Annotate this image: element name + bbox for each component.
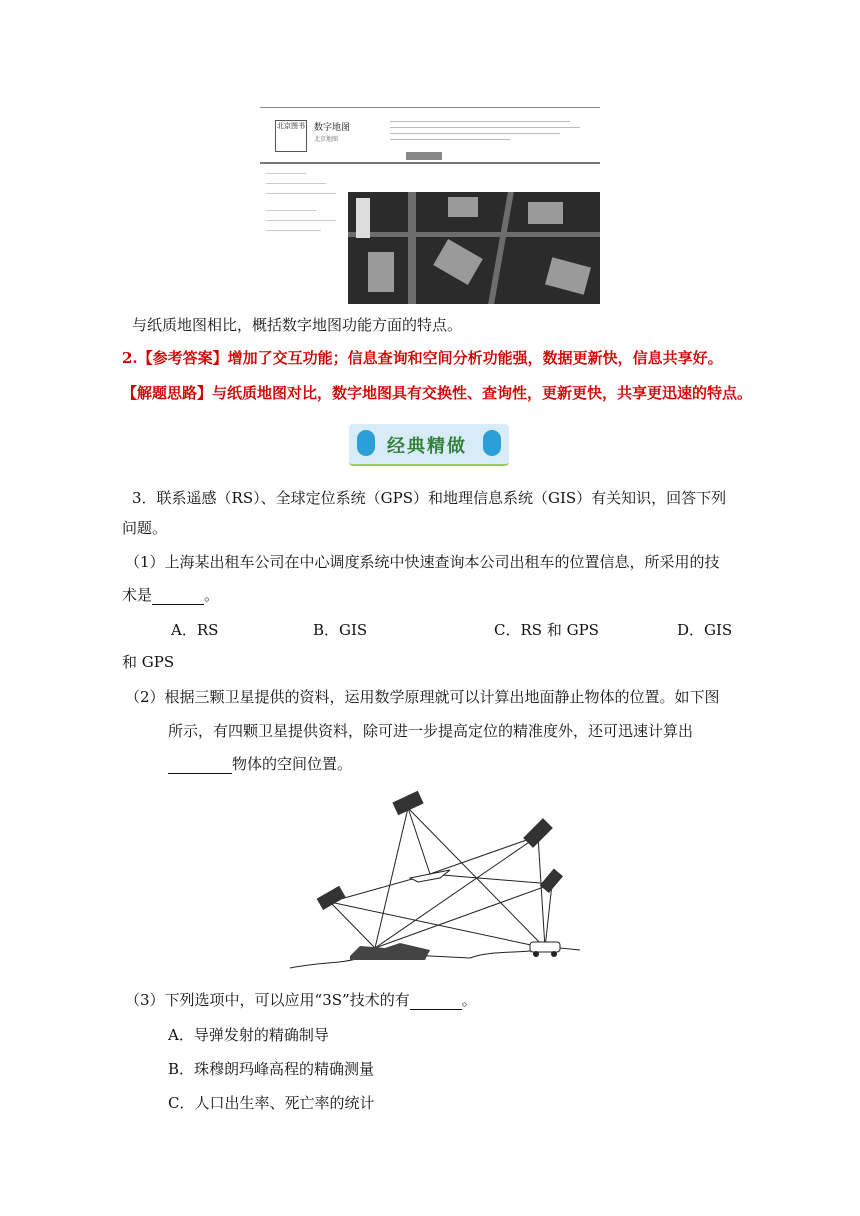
q3-part1-end: 。 bbox=[204, 586, 220, 604]
section-banner bbox=[349, 424, 509, 466]
answer-blank bbox=[168, 757, 232, 774]
q3-stem-line1: 3．联系遥感（RS）、全球定位系统（GPS）和地理信息系统（GIS）有关知识，回答下列 bbox=[132, 489, 727, 507]
ship-icon bbox=[350, 943, 430, 960]
q3-part1-line1: （1）上海某出租车公司在中心调度系统中快速查询本公司出租车的位置信息，所采用的技 bbox=[125, 553, 720, 571]
q3-part3-end: 。 bbox=[461, 991, 477, 1009]
q3-part3-option-a: A．导弹发射的精确制导 bbox=[168, 1026, 329, 1044]
aerial-image bbox=[348, 192, 600, 304]
map-sidebar bbox=[260, 164, 348, 304]
site-name: 数字地图 bbox=[314, 123, 351, 133]
airplane-icon bbox=[410, 870, 450, 882]
nav-links bbox=[390, 116, 590, 145]
q3-part3-text: （3）下列选项中，可以应用“3S”技术的有 bbox=[125, 991, 410, 1009]
answer-blank bbox=[410, 993, 462, 1010]
fish-icon bbox=[357, 430, 375, 456]
satellite-icon bbox=[317, 886, 346, 910]
q3-part2-end: 物体的空间位置。 bbox=[232, 755, 353, 773]
digital-map-screenshot bbox=[260, 107, 600, 304]
q3-part3-option-b: B．珠穆朗玛峰高程的精确测量 bbox=[168, 1060, 375, 1078]
zoom-control bbox=[356, 198, 370, 238]
gps-satellite-diagram bbox=[290, 778, 580, 976]
car-icon bbox=[530, 942, 560, 957]
q3-part3-option-c: C．人口出生率、死亡率的统计 bbox=[168, 1094, 375, 1112]
satellite-icon bbox=[392, 791, 423, 816]
q3-part2-line2: 所示，有四颗卫星提供资料，除可进一步提高定位的精准度外，还可迅速计算出 bbox=[168, 722, 694, 740]
q2-analysis: 【解题思路】与纸质地图对比，数字地图具有交换性、查询性，更新更快，共享更迅速的特点。 bbox=[122, 384, 753, 402]
q3-part1-text: 术是 bbox=[122, 586, 153, 604]
banner-label: 经典精做 bbox=[387, 436, 467, 457]
site-logo: 北京图书 bbox=[275, 120, 307, 152]
q2-prompt: 与纸质地图相比，概括数字地图功能方面的特点。 bbox=[132, 316, 463, 334]
map-toolbar bbox=[348, 180, 600, 190]
active-tab bbox=[406, 152, 442, 160]
answer-blank bbox=[152, 588, 204, 605]
q3-part2-line3 bbox=[168, 754, 352, 774]
satellite-icon bbox=[540, 868, 563, 893]
q2-answer: 2.【参考答案】增加了交互功能；信息查询和空间分析功能强，数据更新快，信息共享好。 bbox=[122, 349, 723, 367]
q3-part3-line1 bbox=[125, 990, 477, 1010]
option-a: A．RS bbox=[171, 621, 219, 639]
q3-part2-line1: （2）根据三颗卫星提供的资料，运用数学原理就可以计算出地面静止物体的位置。如下图 bbox=[125, 688, 720, 706]
q3-part1-line2 bbox=[122, 585, 219, 605]
fish-icon bbox=[483, 430, 501, 456]
site-subtitle: 北京地图 bbox=[314, 136, 339, 143]
option-c: C．RS 和 GPS bbox=[494, 621, 599, 639]
q3-stem-line2: 问题。 bbox=[122, 519, 168, 537]
option-b: B．GIS bbox=[313, 621, 368, 639]
option-d-wrap: 和 GPS bbox=[122, 653, 175, 671]
option-d: D．GIS bbox=[677, 621, 733, 639]
